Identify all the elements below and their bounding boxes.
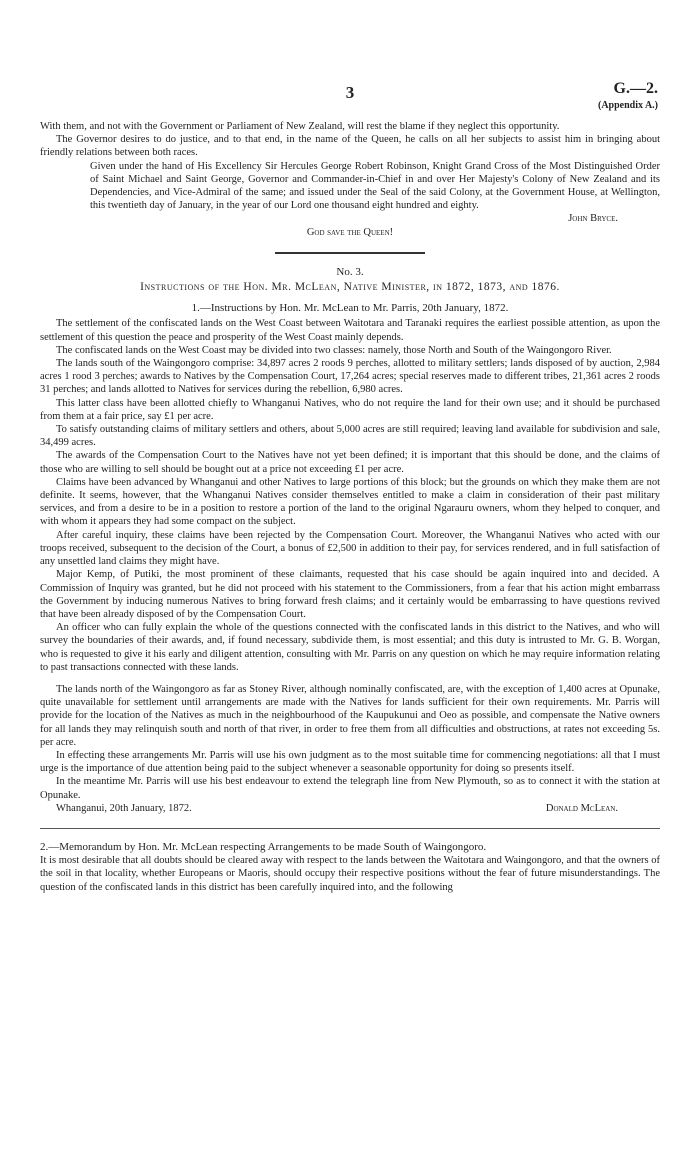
signatory-mclean: Donald McLean.	[545, 802, 618, 814]
paragraph-gap	[40, 674, 660, 683]
dateline	[40, 802, 660, 815]
memorandum-heading: 2.—Memorandum by Hon. Mr. McLean respecting Arrangements to be made South of Waingongoro.	[40, 840, 487, 853]
paragraph: The lands south of the Waingongoro comprise: 34,897 acres 2 roods 9 perches, allotted to military settlers; lands disposed of by auction, 2,984 acres 1 rood 3 perches; awards to Natives by the Compensation Court, 17,264 acres; special reserves made to different tribes, 21,361 acres 2 roods 31 perches; and lands allotted to Natives for services during the rebellion, 6,980 acres.	[40, 358, 660, 396]
page-body	[40, 120, 660, 894]
given-under-hand: Given under the hand of His Excellency Sir Hercules George Robert Robinson, Knight Grand Cross of the Most Distinguished Order of Saint Michael and Saint George, Governor and Commander-in-Chief in and over Her Majesty's Colony of New Zealand and its Dependencies, and Vice-Admiral of the same; and issued under the Seal of the said Colony, at the Government House, at Wellington, this twentieth day of January, in the year of our Lord one thousand eight hundred and eighty.	[90, 160, 660, 212]
paragraph: The confiscated lands on the West Coast may be divided into two classes: namely, those North and South of the Waingongoro River.	[56, 344, 612, 356]
proclamation-paragraph: With them, and not with the Government or Parliament of New Zealand, will rest the blame if they neglect this opportunity.	[40, 121, 560, 132]
section-number: No. 3.	[336, 265, 364, 278]
paragraph: The lands north of the Waingongoro as far as Stoney River, although nominally confiscated, are, with the exception of 1,400 acres at Opunake, quite unavailable for settlement until arrangements are made with the Natives for lands sufficient for their own requirements. Mr. Parris will provide for the location of the Natives as much in the neighbourhood of the Kaupukunui and Oeo as possible, and compensate the Native owners for all lands they may relinquish south and north of that river, in order to free them from all difficulties and obstructions, at rates not exceeding 5s. per acre.	[40, 683, 660, 748]
appendix-label: (Appendix A.)	[597, 100, 658, 111]
paragraph: In effecting these arrangements Mr. Parris will use his own judgment as to the most suitable time for commencing negotiations: all that I must urge is the importance of due attention being paid to the subject whenever a seasonable opportunity for doing so presents itself.	[40, 749, 660, 775]
paragraph: Major Kemp, of Putiki, the most prominent of these claimants, requested that his case should be again inquired into and decided. A Commission of Inquiry was granted, but he did not proceed with his statement to the Commissioners, from a fear that his action might embarrass the Government by inducing numerous Natives to bring forward fresh claims; and it certainly would be embarrassing to have questions revived that have been already disposed of by the Compensation Court.	[40, 569, 660, 620]
paragraph: The settlement of the confiscated lands on the West Coast between Waitotara and Taranaki requires the earliest possible attention, as upon the settlement of this question the peace and prosperity of the West Coast mainly depends.	[40, 318, 660, 343]
paragraph: An officer who can fully explain the whole of the questions connected with the confiscated lands in this district to the Natives, and who will survey the boundaries of their awards, and, if found necessary, subdivide them, is most essential; and this duty is intrusted to Mr. G. B. Worgan, who is requested to give it his early and diligent attention, consulting with Mr. Parris on any question on which he may require information relating to past transactions connected with these lands.	[40, 622, 660, 673]
section-divider	[40, 828, 660, 829]
page-number: 3	[345, 83, 355, 102]
signatory-bryce: John Bryce.	[568, 213, 618, 225]
section-rule	[275, 252, 425, 254]
paragraph: In the meantime Mr. Parris will use his best endeavour to extend the telegraph line from New Plymouth, so as to connect it with the station at Opunake.	[40, 776, 660, 801]
paragraph: To satisfy outstanding claims of military settlers and others, about 5,000 acres are still required; leaving land available for subdivision and sale, 34,499 acres.	[40, 424, 660, 449]
god-save-the-queen: God save the Queen!	[306, 226, 394, 238]
memorandum-paragraph: It is most desirable that all doubts should be cleared away with respect to the lands between the Waitotara and Waingongoro, and that the owners of the soil in that locality, whether Europeans or Maoris, should occupy their respective positions without the fear of future misunderstandings. The question of the confiscated lands in this district has been carefully inquired into, and the following	[40, 855, 660, 893]
proclamation-paragraph: The Governor desires to do justice, and to that end, in the name of the Queen, he calls on all her subjects to assist him in bringing about friendly relations between both races.	[40, 134, 660, 159]
doc-ref-code: G.—2.	[613, 80, 658, 97]
section-title: Instructions of the Hon. Mr. McLean, Native Minister, in 1872, 1873, and 1876.	[140, 281, 560, 294]
instructions-heading: 1.—Instructions by Hon. Mr. McLean to Mr. Parris, 20th January, 1872.	[191, 302, 509, 315]
instructions-date: Whanganui, 20th January, 1872.	[56, 802, 192, 814]
paragraph: This latter class have been allotted chiefly to Whanganui Natives, who do not require the land for their own use; and it should be purchased from them at a fair price, say £1 per acre.	[40, 397, 660, 422]
paragraph: After careful inquiry, these claims have been rejected by the Compensation Court. Moreover, the Whanganui Natives who acted with our troops received, subsequent to the decision of the Court, a bonus of £2,500 in addition to their pay, for services rendered, and in full satisfaction of any unsettled land claims they might have.	[40, 529, 660, 568]
paragraph: The awards of the Compensation Court to the Natives have not yet been defined; it is important that this should be done, and the claims of those who are willing to sell should be bought out at a price not exceeding £1 per acre.	[40, 450, 660, 475]
document-reference	[598, 80, 658, 114]
paragraph: Claims have been advanced by Whanganui and other Natives to large portions of this block; but the grounds on which they make them are not definite. It seems, however, that the Whanganui Natives consider themselves entitled to make a claim in consideration of their past military services, and from a desire to be in a position to restore a portion of the land to the original Ngarauru owners, whom they helped to conquer, and with whom it appears they had some compact on the subject.	[40, 476, 660, 528]
